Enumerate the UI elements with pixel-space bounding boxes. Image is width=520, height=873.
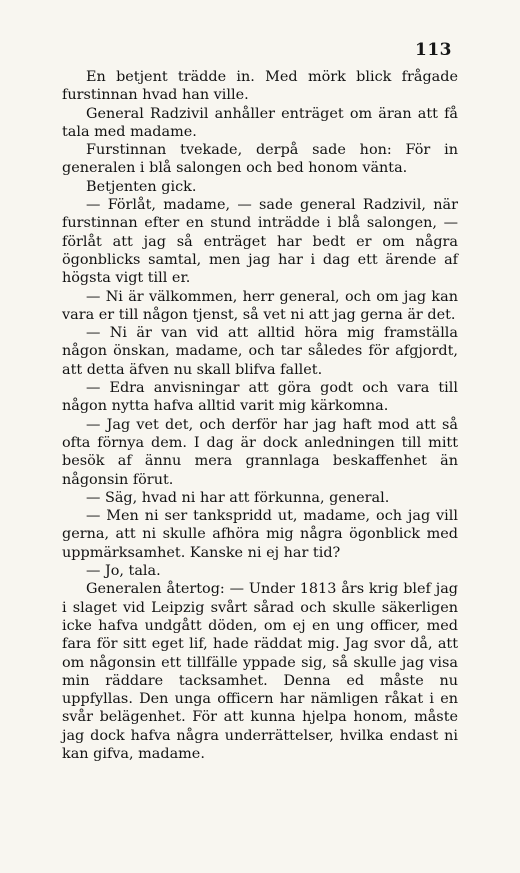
paragraph-1: En betjent trädde in. Med mörk blick frågade furstinnan hvad han ville.	[62, 69, 458, 104]
paragraph-2: General Radzivil anhåller enträget om äran att få tala med madame.	[62, 105, 458, 140]
paragraph-8: — Edra anvisningar att göra godt och vara till någon nytta hafva alltid varit mig kärkomna.	[62, 380, 458, 415]
paragraph-13: Generalen återtog: — Under 1813 års krig blef jag i slaget vid Leipzig svårt sårad och skulle säkerligen icke hafva undgått döden, om ej en ung officer, med fara för sitt eget lif, hade räddat mig. Jag svor då, att om någonsin ett tillfälle yppade sig, så skulle jag visa min räddare tacksamhet. Denna ed måste nu uppfyllas. Den unga officern har nämligen råkat i en svår belägenhet. För att kunna hjelpa honom, måste jag dock hafva några underrättelser, hvilka endast ni kan gifva, madame.	[62, 581, 458, 762]
paragraph-4: Betjenten gick.	[86, 178, 197, 195]
paragraph-11: — Men ni ser tankspridd ut, madame, och jag vill gerna, att ni skulle afhöra mig några ögonblick med uppmärksamhet. Kanske ni ej har tid?	[62, 508, 458, 561]
body-text	[62, 68, 458, 763]
paragraph-3: Furstinnan tvekade, derpå sade hon: För in generalen i blå salongen och bed honom vänta.	[62, 142, 458, 177]
paragraph-12: — Jo, tala.	[86, 563, 161, 580]
paragraph-9: — Jag vet det, och derför har jag haft mod att så ofta förnya dem. I dag är dock anledningen till mitt besök af ännu mera grannlaga beskaffenhet än någonsin förut.	[62, 416, 458, 488]
paragraph-5: — Förlåt, madame, — sade general Radzivil, när furstinnan efter en stund inträdde i blå salongen, — förlåt att jag så enträget har bedt er om några ögonblicks samtal, men jag har i dag ett ärende af högsta vigt till er.	[62, 197, 458, 287]
paragraph-6: — Ni är välkommen, herr general, och om jag kan vara er till någon tjenst, så vet ni att jag gerna är det.	[62, 288, 458, 323]
page-number: 113	[415, 40, 452, 60]
paragraph-7: — Ni är van vid att alltid höra mig framställa någon önskan, madame, och tar således för afgjordt, att detta äfven nu skall blifva fallet.	[62, 325, 458, 378]
paragraph-10: — Säg, hvad ni har att förkunna, general.	[86, 489, 390, 506]
